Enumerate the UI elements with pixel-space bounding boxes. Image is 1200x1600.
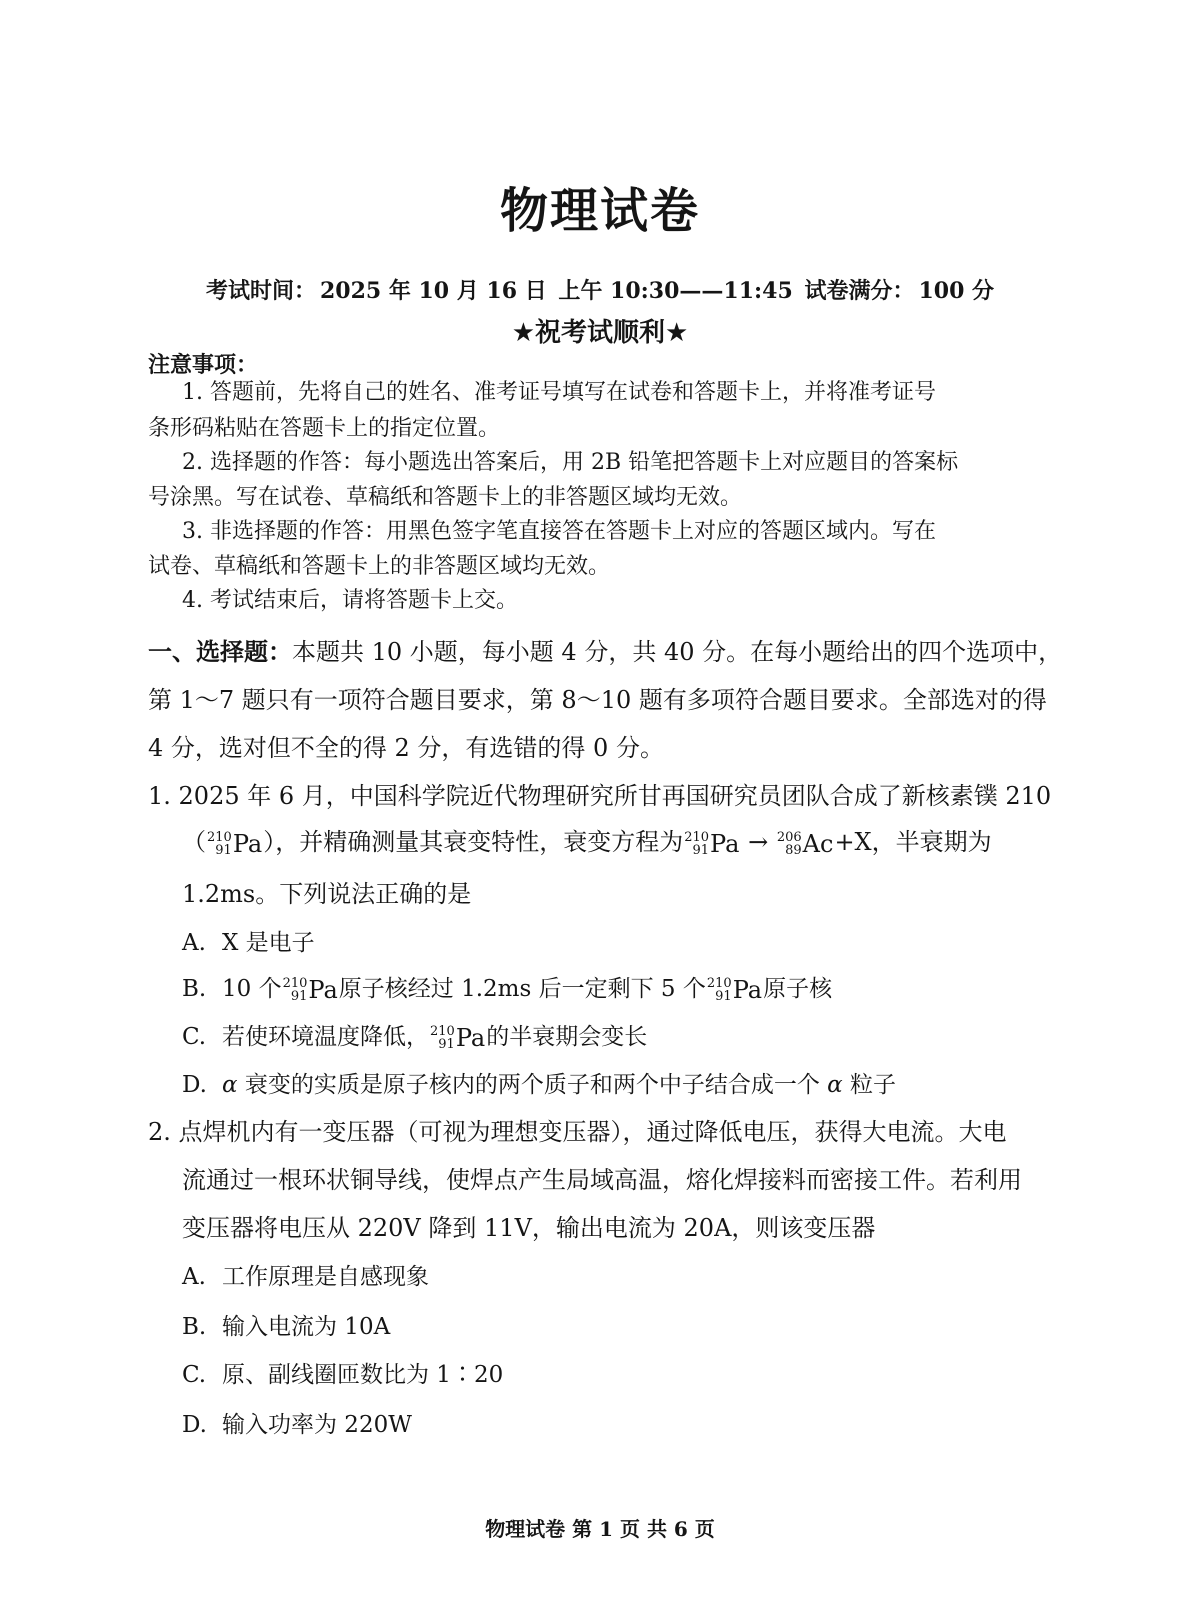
nuclide-ac: 206 89 Ac bbox=[776, 829, 834, 858]
note-line: 条形码粘贴在答题卡上的指定位置。 bbox=[148, 416, 501, 441]
alpha-symbol: α bbox=[222, 1072, 238, 1098]
q2-option-c[interactable] bbox=[182, 1356, 503, 1389]
exam-info bbox=[0, 274, 1200, 305]
notes-heading: 注意事项： bbox=[148, 353, 259, 378]
q1-option-b[interactable]: B. 10 个 210 91 Pa 原子核经过 1.2ms 后一定剩下 5 个 210 91 Pa 原子核 bbox=[182, 976, 833, 1004]
section-desc-line: 4 分，选对但不全的得 2 分，有选错的得 0 分。 bbox=[148, 734, 664, 762]
option-text: 输入功率为 220W bbox=[222, 1412, 412, 1438]
q1-stem-line: （ 210 91 Pa ），并精确测量其衰变特性，衰变方程为 210 91 Pa → 206 89 Ac +X，半衰期为 bbox=[182, 828, 992, 858]
q1-option-a[interactable] bbox=[182, 924, 315, 957]
page-title: 物理试卷 bbox=[499, 183, 700, 239]
exam-time-label: 考试时间： bbox=[205, 278, 316, 304]
note-line: 2. 选择题的作答：每小题选出答案后，用 2B 铅笔把答题卡上对应题目的答案标 bbox=[182, 450, 959, 475]
option-letter: C. bbox=[182, 1024, 207, 1050]
option-letter: B. bbox=[182, 976, 207, 1002]
q1-stem-line: 1. 2025 年 6 月，中国科学院近代物理研究所甘再国研究员团队合成了新核素镤 210 bbox=[148, 782, 1052, 810]
option-letter: D. bbox=[182, 1072, 207, 1098]
note-line: 4. 考试结束后，请将答题卡上交。 bbox=[182, 588, 518, 613]
note-line: 3. 非选择题的作答：用黑色签字笔直接答在答题卡上对应的答题区域内。写在 bbox=[182, 519, 936, 544]
option-letter: C. bbox=[182, 1362, 207, 1388]
reaction-arrow: → bbox=[748, 828, 769, 856]
page-footer: 物理试卷 第 1 页 共 6 页 bbox=[485, 1517, 715, 1541]
blessing-text: ★祝考试顺利★ bbox=[511, 318, 689, 348]
q2-stem-line: 流通过一根环状铜导线，使焊点产生局域高温，熔化焊接料而密接工件。若利用 bbox=[182, 1166, 1022, 1194]
q2-option-d[interactable] bbox=[182, 1406, 412, 1439]
q2-option-a[interactable] bbox=[182, 1258, 429, 1291]
full-score: 100 分 bbox=[918, 278, 995, 304]
q1-option-c[interactable]: C. 若使环境温度降低， 210 91 Pa 的半衰期会变长 bbox=[182, 1024, 648, 1052]
section-desc-line: 第 1～7 题只有一项符合题目要求，第 8～10 题有多项符合题目要求。全部选对的得 bbox=[148, 686, 1047, 714]
option-letter: A. bbox=[182, 1264, 206, 1290]
nuclide-pa: 210 91 Pa bbox=[684, 829, 740, 858]
nuclide-pa: 210 91 Pa bbox=[430, 1024, 486, 1052]
option-text: 工作原理是自感现象 bbox=[222, 1264, 429, 1290]
section-title: 一、选择题： bbox=[148, 638, 292, 666]
option-letter: D. bbox=[182, 1412, 207, 1438]
alpha-symbol: α bbox=[827, 1072, 843, 1098]
exam-period: 上午 10:30——11:45 bbox=[558, 278, 793, 304]
q1-stem-line: 1.2ms。下列说法正确的是 bbox=[182, 880, 472, 908]
q2-stem-line: 变压器将电压从 220V 降到 11V，输出电流为 20A，则该变压器 bbox=[182, 1214, 876, 1242]
note-line: 1. 答题前，先将自己的姓名、准考证号填写在试卷和答题卡上，并将准考证号 bbox=[182, 380, 936, 405]
nuclide-pa: 210 91 Pa bbox=[282, 976, 338, 1004]
q1-option-d[interactable]: D. α 衰变的实质是原子核内的两个质子和两个中子结合成一个 α 粒子 bbox=[182, 1072, 897, 1098]
q2-option-b[interactable] bbox=[182, 1308, 390, 1341]
option-text: 原、副线圈匝数比为 1∶20 bbox=[222, 1362, 504, 1388]
section-intro-line bbox=[148, 632, 1062, 667]
option-letter: A. bbox=[182, 930, 206, 956]
section-desc: 本题共 10 小题，每小题 4 分，共 40 分。在每小题给出的四个选项中， bbox=[292, 638, 1063, 666]
nuclide-pa: 210 91 Pa bbox=[706, 976, 763, 1004]
option-letter: B. bbox=[182, 1314, 207, 1340]
note-line: 试卷、草稿纸和答题卡上的非答题区域均无效。 bbox=[148, 554, 611, 579]
full-score-label: 试卷满分： bbox=[804, 278, 915, 304]
nuclide-pa: 210 91 Pa bbox=[207, 829, 263, 858]
q2-stem-line: 2. 点焊机内有一变压器（可视为理想变压器），通过降低电压，获得大电流。大电 bbox=[148, 1118, 1007, 1146]
exam-date: 2025 年 10 月 16 日 bbox=[319, 278, 547, 304]
note-line: 号涂黑。写在试卷、草稿纸和答题卡上的非答题区域均无效。 bbox=[148, 485, 743, 510]
option-text: 输入电流为 10A bbox=[222, 1314, 391, 1340]
option-text: X 是电子 bbox=[222, 930, 315, 956]
